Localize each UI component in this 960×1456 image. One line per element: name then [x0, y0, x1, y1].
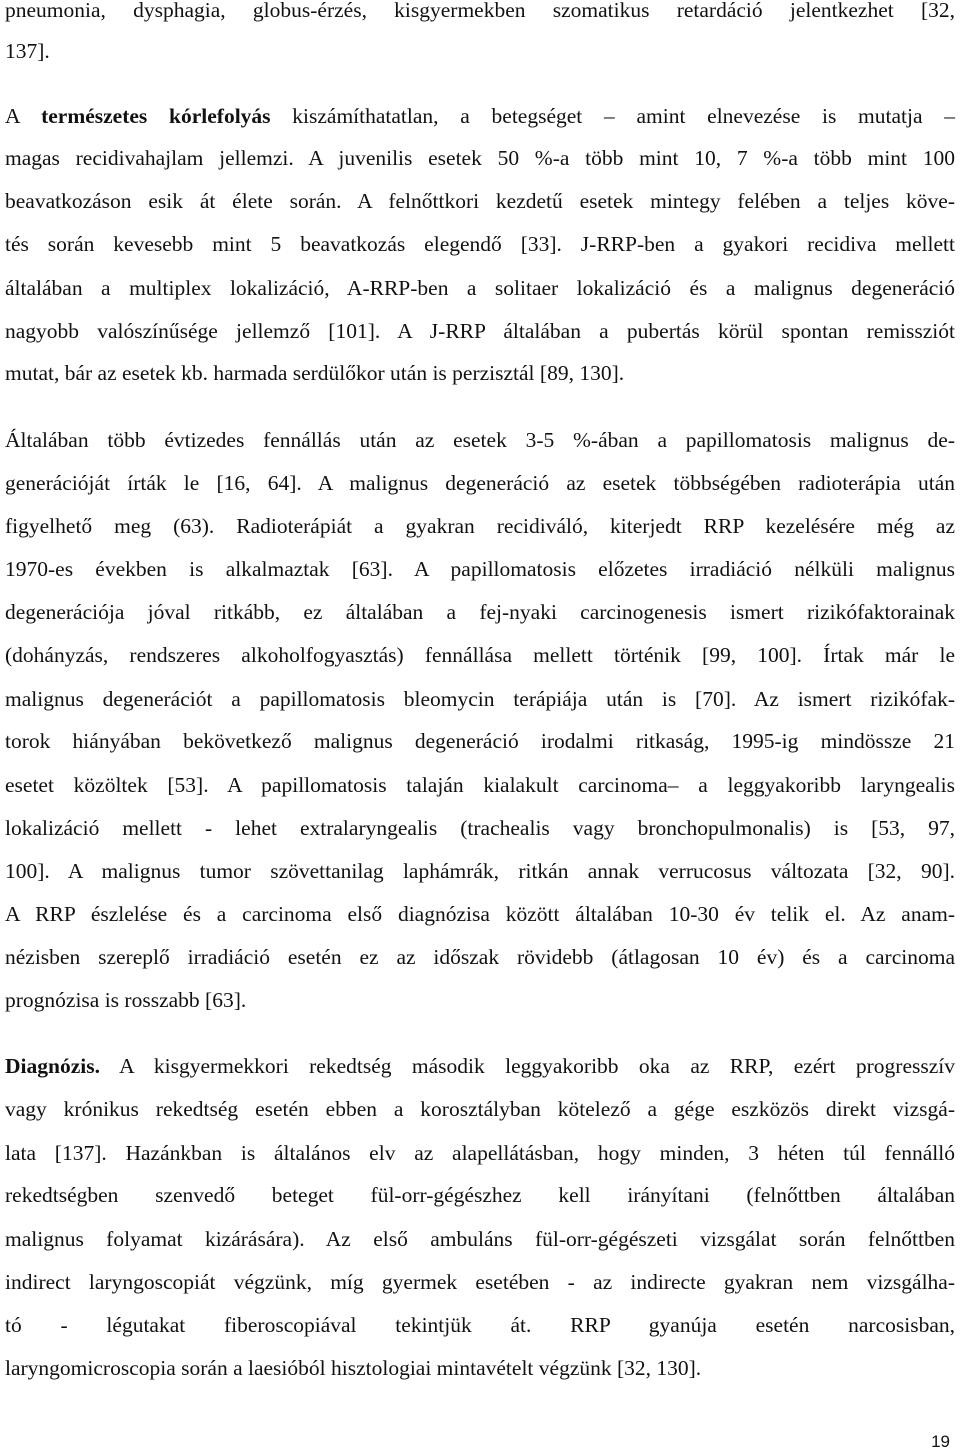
text-line: magas recidivahajlam jellemzi. A juvenilis esetek 50 %-a több mint 10, 7 %-a több mint 100: [5, 146, 955, 170]
bold-term: Diagnózis.: [5, 1054, 100, 1078]
text-line: tés során kevesebb mint 5 beavatkozás elegendő [33]. J-RRP-ben a gyakori recidiva mellett: [5, 232, 955, 256]
text-line: figyelhető meg (63). Radioterápiát a gyakran recidiváló, kiterjedt RRP kezelésére még az: [5, 514, 955, 538]
text-line: malignus folyamat kizárására). Az első ambuláns fül-orr-gégészeti vizsgálat során felnőttben: [5, 1227, 955, 1251]
text-line: rekedtségben szenvedő beteget fül-orr-gégészhez kell irányítani (felnőttben általában: [5, 1183, 955, 1207]
text-line: degenerációja jóval ritkább, ez általában a fej-nyaki carcinogenesis ismert rizikófaktorainak: [5, 600, 955, 624]
text-line: esetet közöltek [53]. A papillomatosis talaján kialakult carcinoma– a leggyakoribb laryngealis: [5, 773, 955, 797]
text-line: malignus degenerációt a papillomatosis bleomycin terápiája után is [70]. Az ismert rizikófak-: [5, 687, 955, 711]
text-line: 137].: [5, 39, 50, 63]
text-line: torok hiányában bekövetkező malignus degeneráció irodalmi ritkaság, 1995-ig mindössze 21: [5, 729, 955, 753]
text-line: A természetes kórlefolyás kiszámíthatatlan, a betegséget – amint elnevezése is mutatja –: [5, 104, 955, 128]
text-line: (dohányzás, rendszeres alkoholfogyasztás) fennállása mellett történik [99, 100]. Írtak már le: [5, 643, 955, 667]
text-line: általában a multiplex lokalizáció, A-RRP-ben a solitaer lokalizáció és a malignus degeneráció: [5, 276, 955, 300]
text-line: nagyobb valószínűsége jellemző [101]. A J-RRP általában a pubertás körül spontan remissziót: [5, 319, 955, 343]
text-line: 1970-es években is alkalmaztak [63]. A papillomatosis előzetes irradiáció nélküli malignus: [5, 557, 955, 581]
text-line: nézisben szereplő irradiáció esetén ez az időszak rövidebb (átlagosan 10 év) és a carcinoma: [5, 945, 955, 969]
text-line: tó - légutakat fiberoscopiával tekintjük át. RRP gyanúja esetén narcosisban,: [5, 1313, 955, 1337]
text-line: mutat, bár az esetek kb. harmada serdülőkor után is perzisztál [89, 130].: [5, 361, 625, 385]
text-line: generációját írták le [16, 64]. A malignus degeneráció az esetek többségében radioterápia után: [5, 471, 955, 495]
text-line: laryngomicroscopia során a laesióból hisztologiai mintavételt végzünk [32, 130].: [5, 1356, 702, 1380]
text-line: Diagnózis. A kisgyermekkori rekedtség második leggyakoribb oka az RRP, ezért progresszív: [5, 1054, 955, 1078]
page-number: 19: [931, 1432, 950, 1451]
text-line: pneumonia, dysphagia, globus-érzés, kisgyermekben szomatikus retardáció jelentkezhet [32,: [5, 0, 955, 22]
text-line: 100]. A malignus tumor szövettanilag laphámrák, ritkán annak verrucosus változata [32, 90].: [5, 859, 955, 883]
text-line: A RRP észlelése és a carcinoma első diagnózisa között általában 10-30 év telik el. Az anam-: [5, 902, 955, 926]
bold-term: természetes kórlefolyás: [41, 104, 271, 128]
text-line: indirect laryngoscopiát végzünk, míg gyermek esetében - az indirecte gyakran nem vizsgálha-: [5, 1270, 955, 1294]
text-line: prognózisa is rosszabb [63].: [5, 988, 247, 1012]
text-line: lokalizáció mellett - lehet extralaryngealis (trachealis vagy bronchopulmonalis) is [53, 97,: [5, 816, 955, 840]
text-line: beavatkozáson esik át élete során. A felnőttkori kezdetű esetek mintegy felében a teljes köve-: [5, 189, 955, 213]
text-line: Általában több évtizedes fennállás után az esetek 3-5 %-ában a papillomatosis malignus de-: [5, 428, 955, 452]
text-line: vagy krónikus rekedtség esetén ebben a korosztályban kötelező a gége eszközös direkt vizsgá-: [5, 1097, 955, 1121]
text-line: lata [137]. Hazánkban is általános elv az alapellátásban, hogy minden, 3 héten túl fennálló: [5, 1141, 955, 1165]
